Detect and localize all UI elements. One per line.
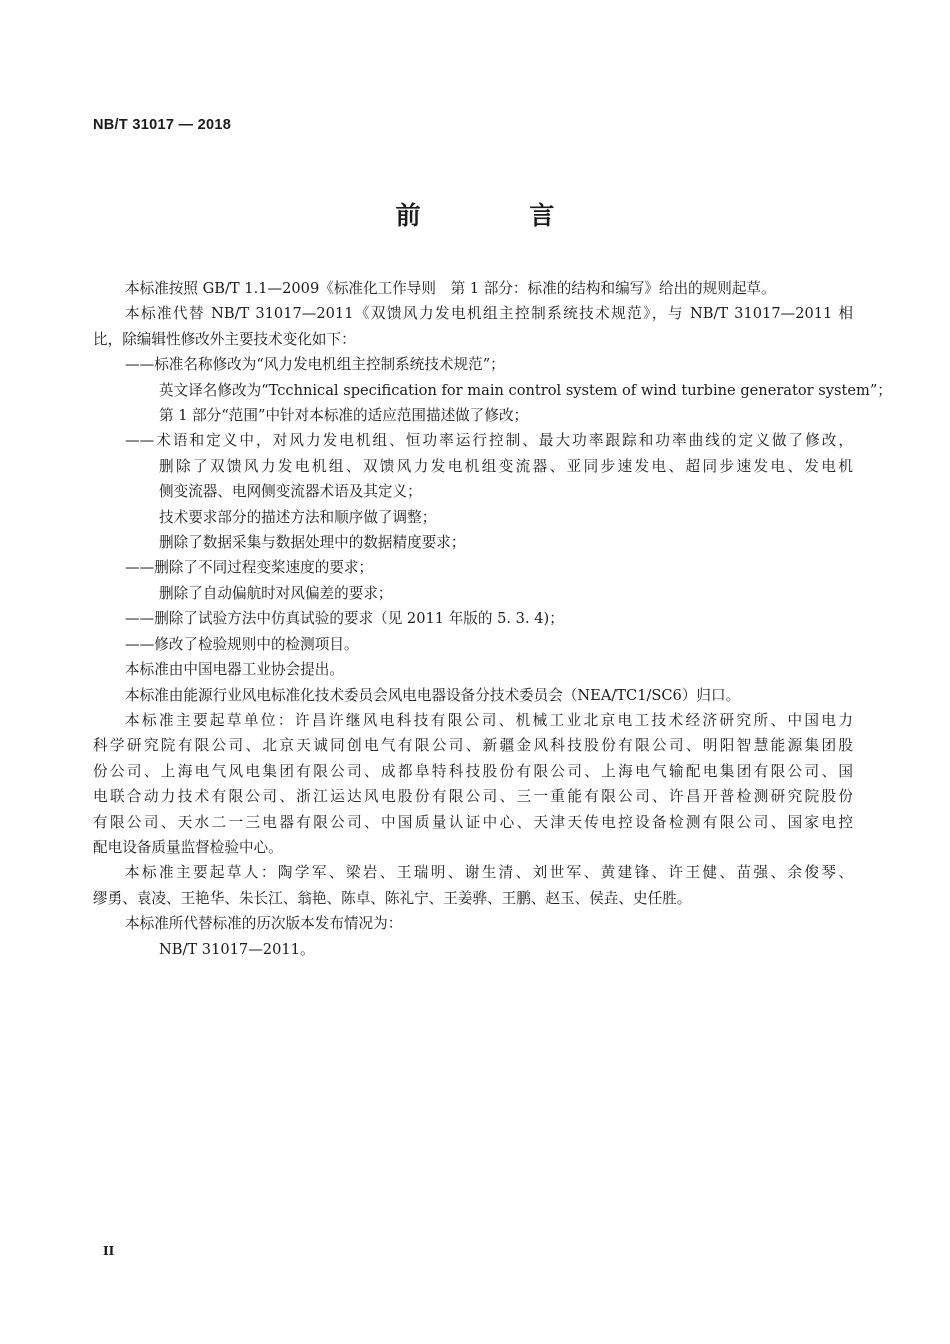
paragraph-replaces-cont: 比，除编辑性修改外主要技术变化如下：	[93, 330, 356, 348]
paragraph-drafting-units-cont: 电联合动力技术有限公司、浙江运达风电股份有限公司、三一重能有限公司、许昌开普检测研究院股份	[93, 788, 853, 806]
change-item: 第 1 部分“范围”中针对本标准的适应范围描述做了修改；	[159, 407, 529, 425]
change-item: 技术要求部分的描述方法和顺序做了调整；	[159, 508, 437, 526]
page-title: 前 言	[395, 201, 605, 230]
change-item: ——术语和定义中，对风力发电机组、恒功率运行控制、最大功率跟踪和功率曲线的定义做了修改，	[125, 432, 853, 450]
paragraph-drafting-units-cont: 份公司、上海电气风电集团有限公司、成都阜特科技股份有限公司、上海电气输配电集团有限公司、国	[93, 762, 853, 780]
change-item: ——标准名称修改为“风力发电机组主控制系统技术规范”；	[125, 356, 505, 374]
paragraph-history: 本标准所代替标准的历次版本发布情况为：	[125, 915, 403, 933]
change-item-cont: 侧变流器、电网侧变流器术语及其定义；	[159, 483, 422, 501]
paragraph-drafting-units-cont: 科学研究院有限公司、北京天诚同创电气有限公司、新疆金风科技股份有限公司、明阳智慧能源集团股	[93, 737, 853, 755]
paragraph-proposer: 本标准由中国电器工业协会提出。	[125, 661, 344, 679]
change-item-cont: 删除了双馈风力发电机组、双馈风力发电机组变流器、亚同步速发电、超同步速发电、发电机	[159, 457, 853, 475]
change-item: 英文译名修改为“Tcchnical specification for main control system of wind turbine generator system”；	[159, 381, 892, 399]
paragraph-drafting-units-cont: 有限公司、天水二一三电器有限公司、中国质量认证中心、天津天传电控设备检测有限公司、国家电控	[93, 813, 853, 831]
change-item: ——修改了检验规则中的检测项目。	[125, 635, 359, 653]
paragraph-drafting-units-cont: 配电设备质量监督检验中心。	[93, 838, 283, 856]
change-item: 删除了数据采集与数据处理中的数据精度要求；	[159, 534, 466, 552]
paragraph-replaces: 本标准代替 NB/T 31017—2011《双馈风力发电机组主控制系统技术规范》，与 NB/T 31017—2011 相	[125, 305, 853, 323]
paragraph-drafters: 本标准主要起草人：陶学军、梁岩、王瑞明、谢生清、刘世军、黄建锋、许王健、苗强、余俊琴、	[125, 864, 853, 882]
paragraph-drafters-cont: 缪勇、袁凌、王艳华、朱长江、翁艳、陈卓、陈礼宁、王姜骅、王鹏、赵玉、侯垚、史任胜。	[93, 889, 692, 907]
standard-code-header: NB/T 31017 — 2018	[93, 117, 232, 133]
change-item: ——删除了试验方法中仿真试验的要求（见 2011 年版的 5. 3. 4)；	[125, 610, 564, 628]
page-number: II	[103, 1244, 115, 1258]
change-item: ——删除了不同过程变桨速度的要求；	[125, 559, 374, 577]
paragraph-history-version: NB/T 31017—2011。	[159, 940, 315, 958]
change-item: 删除了自动偏航时对风偏差的要求；	[159, 584, 393, 602]
paragraph-committee: 本标准由能源行业风电标准化技术委员会风电电器设备分技术委员会（NEA/TC1/SC6）归口。	[125, 686, 741, 704]
paragraph-drafting-rules: 本标准按照 GB/T 1.1—2009《标准化工作导则 第 1 部分：标准的结构和编写》给出的规则起草。	[125, 280, 776, 297]
paragraph-drafting-units: 本标准主要起草单位：许昌许继风电科技有限公司、机械工业北京电工技术经济研究所、中国电力	[125, 711, 853, 729]
document-body	[93, 276, 892, 962]
